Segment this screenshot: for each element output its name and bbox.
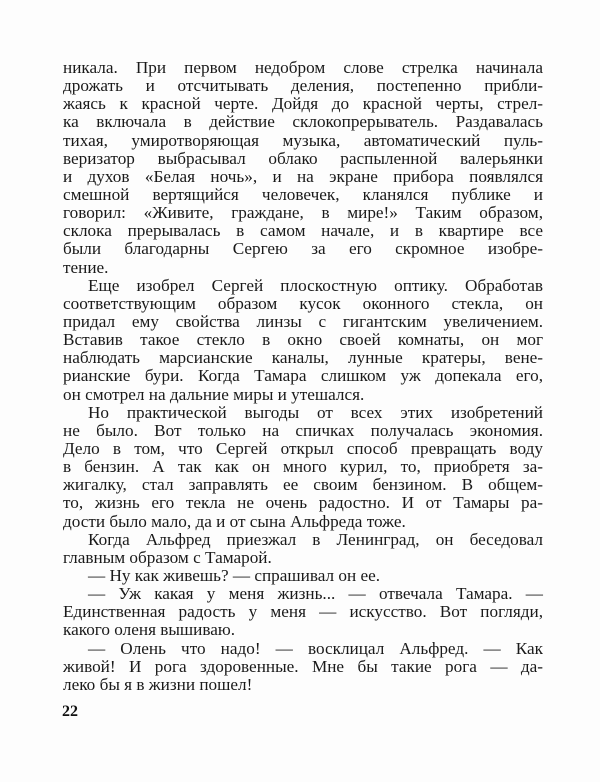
text-line: не было. Вот только на спичках получалась экономия. <box>63 420 543 440</box>
text-line: рианские бури. Когда Тамара слишком уж допекала его, <box>63 366 543 386</box>
text-line: какого оленя вышиваю. <box>63 620 236 640</box>
text-line: — Олень что надо! — восклицал Альфред. — Как <box>88 638 543 658</box>
text-line: веризатор выбрасывал облако распыленной валерьянки <box>63 148 543 168</box>
text-line: Еще изобрел Сергей плоскостную оптику. Обработав <box>88 275 543 295</box>
text-line: наблюдать марсианские каналы, лунные кратеры, вене- <box>63 348 543 368</box>
text-line: Но практической выгоды от всех этих изобретений <box>88 402 543 422</box>
text-line: жаясь к красной черте. Дойдя до красной черты, стрел- <box>63 94 543 114</box>
text-line: Вставив такое стекло в окно своей комнаты, он мог <box>63 330 543 350</box>
text-line: Единственная радость у меня — искусство. Вот погляди, <box>63 602 543 622</box>
text-line: он смотрел на дальние миры и утешался. <box>63 384 365 404</box>
text-line: то, жизнь его текла не очень радостно. И от Тамары ра- <box>63 493 543 513</box>
page-number: 22 <box>62 703 78 720</box>
text-line: придал ему свойства линзы с гигантским увеличением. <box>63 311 543 331</box>
text-line: говорил: «Живите, граждане, в мире!» Таким образом, <box>63 203 543 223</box>
text-line: ка включала в действие склокопрерыватель. Раздавалась <box>63 112 543 132</box>
text-line: были благодарны Сергею за его скромное изобре- <box>63 239 543 259</box>
text-line: жигалку, стал заправлять ее своим бензином. В общем- <box>63 475 543 495</box>
text-line: Когда Альфред приезжал в Ленинград, он беседовал <box>88 529 543 549</box>
text-line: смешной вертящийся человечек, кланялся публике и <box>63 184 543 204</box>
text-line: главным образом с Тамарой. <box>63 547 272 567</box>
text-line: соответствующим образом кусок оконного стекла, он <box>63 293 543 313</box>
text-line: тихая, умиротворяющая музыка, автоматический пуль- <box>63 130 543 150</box>
text-line: леко бы я в жизни пошел! <box>63 674 253 694</box>
text-line: Дело в том, что Сергей открыл способ превращать воду <box>63 438 543 458</box>
text-line: тение. <box>63 257 109 277</box>
body-text <box>63 59 543 694</box>
text-line: в бензин. А так как он много курил, то, приобретя за- <box>63 457 543 477</box>
text-line: живой! И рога здоровенные. Мне бы такие рога — да- <box>63 656 543 676</box>
text-line: — Ну как живешь? — спрашивал он ее. <box>88 565 381 585</box>
text-line: склока прерывалась в самом начале, и в квартире все <box>63 221 543 241</box>
text-line: и духов «Белая ночь», и на экране прибора появлялся <box>63 166 543 186</box>
text-line: дрожать и отсчитывать деления, постепенно прибли- <box>63 76 543 96</box>
text-line: никала. При первом недобром слове стрелка начинала <box>63 58 543 77</box>
text-line: — Уж какая у меня жизнь... — отвечала Тамара. — <box>88 584 543 604</box>
text-line: дости было мало, да и от сына Альфреда тоже. <box>63 511 406 531</box>
